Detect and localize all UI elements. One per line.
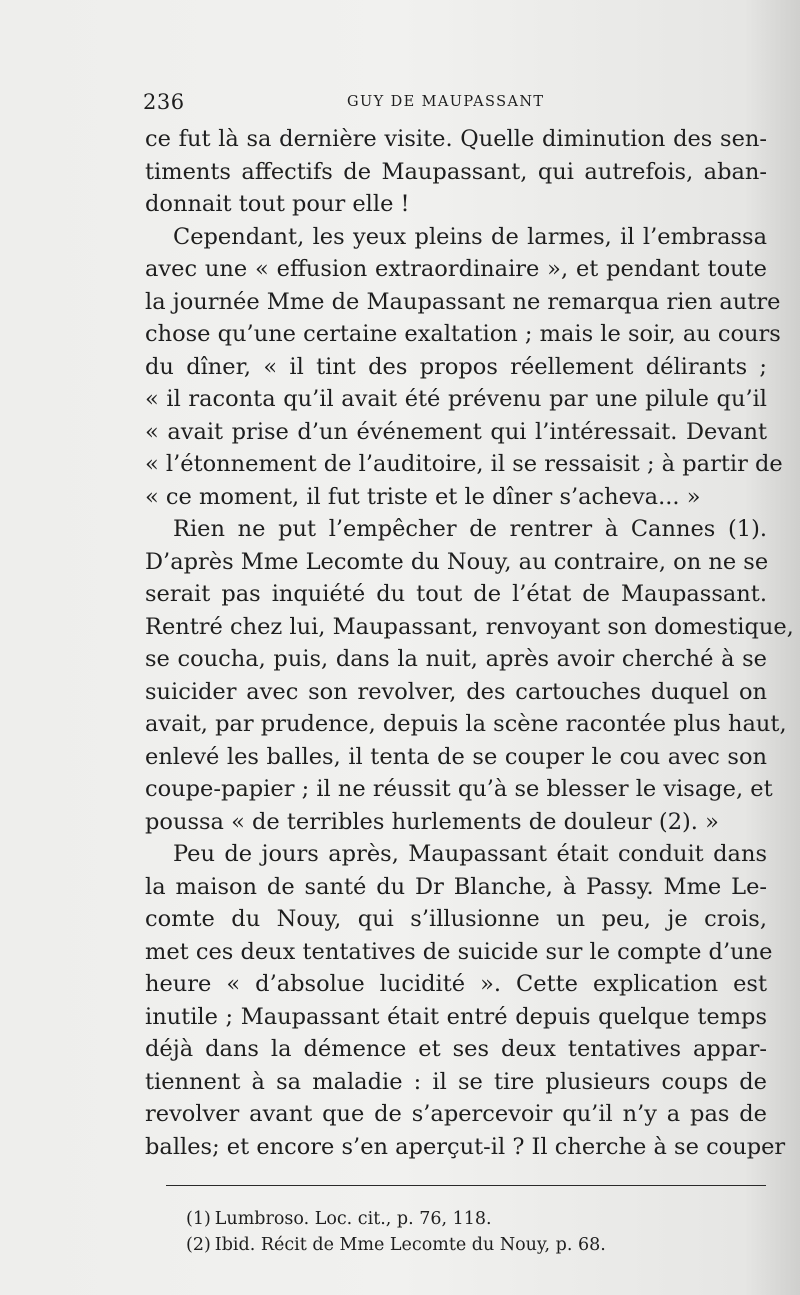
text-line: enlevé les balles, il tenta de se couper le cou avec son <box>145 743 767 770</box>
text-line: poussa « de terribles hurlements de douleur (2). » <box>145 808 719 835</box>
text-line: Rentré chez lui, Maupassant, renvoyant son domestique, <box>145 613 794 640</box>
text-line: la maison de santé du Dr Blanche, à Passy. Mme Le- <box>145 873 767 900</box>
text-line: « il raconta qu’il avait été prévenu par une pilule qu’il <box>145 386 767 412</box>
footnote-text: Lumbroso. Loc. cit., p. 76, 118. <box>214 1209 492 1229</box>
footnote-text: Ibid. Récit de Mme Lecomte du Nouy, p. 68. <box>214 1235 606 1255</box>
text-line: donnait tout pour elle ! <box>145 191 410 217</box>
text-line: timents affectifs de Maupassant, qui autrefois, aban- <box>145 158 767 185</box>
text-line: « l’étonnement de l’auditoire, il se ressaisit ; à partir de <box>145 451 783 477</box>
text-line: Rien ne put l’empêcher de rentrer à Cannes (1). <box>173 516 767 542</box>
text-line: Cependant, les yeux pleins de larmes, il l’embrassa <box>173 223 767 250</box>
text-line: heure « d’absolue lucidité ». Cette explication est <box>145 971 767 997</box>
footnote-number: (2) <box>186 1235 211 1255</box>
text-line: avait, par prudence, depuis la scène racontée plus haut, <box>145 711 787 737</box>
page-number: 236 <box>143 90 185 114</box>
text-line: se coucha, puis, dans la nuit, après avoir cherché à se <box>145 646 767 672</box>
text-line: déjà dans la démence et ses deux tentatives appar- <box>145 1036 767 1062</box>
text-line: balles; et encore s’en aperçut-il ? Il cherche à se couper <box>145 1133 786 1160</box>
text-line: « avait prise d’un événement qui l’intéressait. Devant <box>145 418 767 445</box>
footnote-rule <box>166 1185 766 1186</box>
text-line: met ces deux tentatives de suicide sur le compte d’une <box>145 938 773 965</box>
footnotes <box>186 1206 746 1258</box>
text-line: tiennent à sa maladie : il se tire plusieurs coups de <box>145 1068 767 1095</box>
text-line: inutile ; Maupassant était entré depuis quelque temps <box>145 1003 767 1030</box>
text-line: Peu de jours après, Maupassant était conduit dans <box>173 841 767 867</box>
text-line: du dîner, « il tint des propos réellement délirants ; <box>145 353 767 380</box>
footnote-number: (1) <box>186 1209 211 1229</box>
text-line: avec une « effusion extraordinaire », et pendant toute <box>145 256 767 282</box>
text-line: ce fut là sa dernière visite. Quelle diminution des sen- <box>145 126 767 152</box>
text-line: D’après Mme Lecomte du Nouy, au contraire, on ne se <box>145 548 769 575</box>
text-line: serait pas inquiété du tout de l’état de Maupassant. <box>145 581 767 607</box>
footnote <box>186 1206 746 1232</box>
text-line: « ce moment, il fut triste et le dîner s’acheva... » <box>145 483 701 510</box>
text-line: la journée Mme de Maupassant ne remarqua rien autre <box>145 288 781 315</box>
body-text <box>145 123 794 1163</box>
footnote <box>186 1232 746 1258</box>
running-head: GUY DE MAUPASSANT <box>347 94 545 110</box>
page-header <box>143 90 768 120</box>
text-line: coupe-papier ; il ne réussit qu’à se blesser le visage, et <box>145 776 773 802</box>
text-line: suicider avec son revolver, des cartouches duquel on <box>145 678 767 705</box>
text-line: comte du Nouy, qui s’illusionne un peu, je crois, <box>145 906 767 932</box>
text-line: revolver avant que de s’apercevoir qu’il n’y a pas de <box>145 1101 767 1127</box>
text-line: chose qu’une certaine exaltation ; mais le soir, au cours <box>145 321 781 347</box>
